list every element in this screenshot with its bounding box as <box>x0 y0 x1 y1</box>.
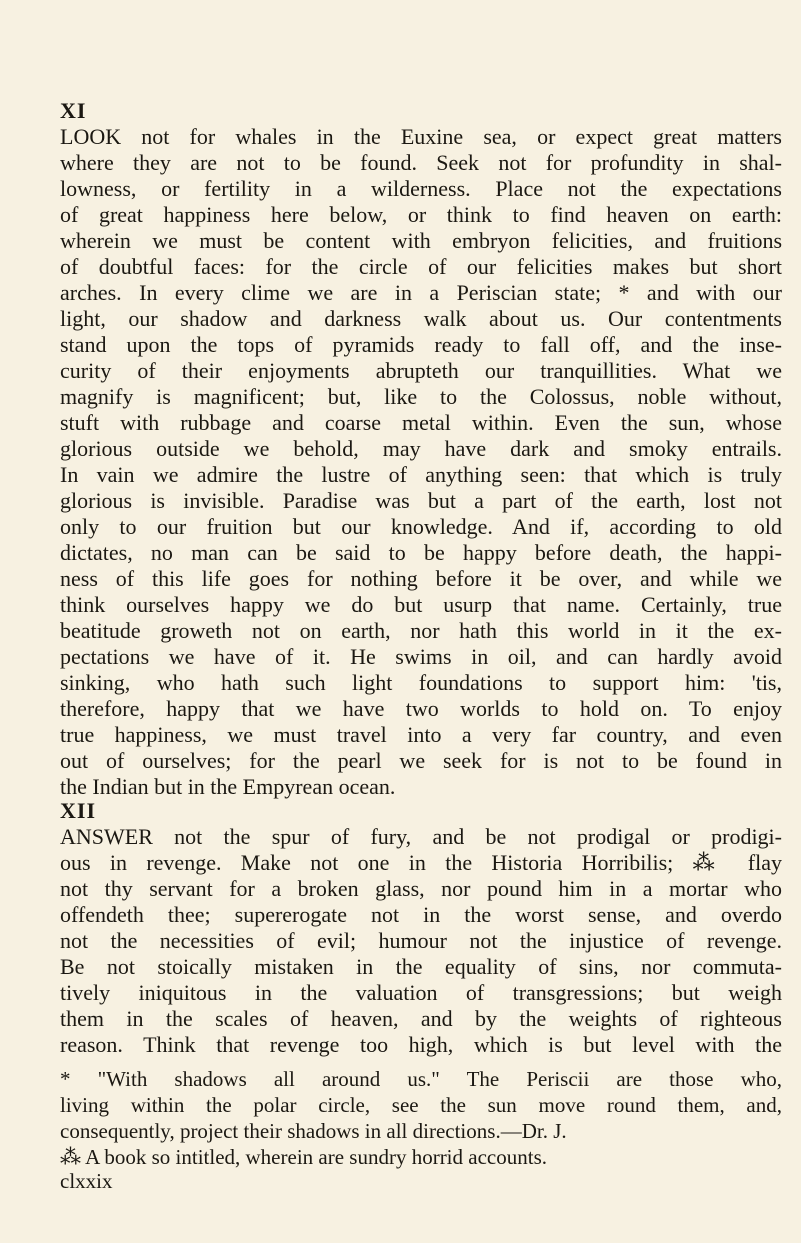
text-line: dictates, no man can be said to be happy before death, the happi- <box>60 540 782 565</box>
text-line: light, our shadow and darkness walk about us. Our contentments <box>60 306 782 331</box>
text-line: wherein we must be content with embryon felicities, and fruitions <box>60 228 782 253</box>
text-line: them in the scales of heaven, and by the weights of righteous <box>60 1006 782 1031</box>
text-line: reason. Think that revenge too high, which is but level with the <box>60 1032 782 1057</box>
text-line: stuft with rubbage and coarse metal within. Even the sun, whose <box>60 410 782 435</box>
section-heading-xii: XII <box>60 798 97 823</box>
footnote-line: ⁂ A book so intitled, wherein are sundry horrid accounts. <box>60 1145 547 1169</box>
text-line: think ourselves happy we do but usurp that name. Certainly, true <box>60 592 782 617</box>
text-line: only to our fruition but our knowledge. And if, according to old <box>60 514 782 539</box>
text-line: curity of their enjoyments abrupteth our tranquillities. What we <box>60 358 782 383</box>
text-line: ous in revenge. Make not one in the Historia Horribilis; ⁂ flay <box>60 850 782 875</box>
page-number: clxxix <box>60 1169 113 1193</box>
text-line: arches. In every clime we are in a Periscian state; * and with our <box>60 280 782 305</box>
text-line: stand upon the tops of pyramids ready to fall off, and the inse- <box>60 332 782 357</box>
text-line: In vain we admire the lustre of anything seen: that which is truly <box>60 462 782 487</box>
text-line: offendeth thee; supererogate not in the worst sense, and overdo <box>60 902 782 927</box>
footnote-line: living within the polar circle, see the sun move round them, and, <box>60 1093 782 1117</box>
text-line: of doubtful faces: for the circle of our felicities makes but short <box>60 254 782 279</box>
text-line: sinking, who hath such light foundations to support him: 'tis, <box>60 670 782 695</box>
text-line: glorious outside we behold, may have dark and smoky entrails. <box>60 436 782 461</box>
text-line: ness of this life goes for nothing before it be over, and while we <box>60 566 782 591</box>
text-line: ANSWER not the spur of fury, and be not prodigal or prodigi- <box>60 824 782 849</box>
section-heading-xi: XI <box>60 98 87 123</box>
text-line: pectations we have of it. He swims in oil, and can hardly avoid <box>60 644 782 669</box>
text-line: LOOK not for whales in the Euxine sea, or expect great matters <box>60 124 782 149</box>
text-line: glorious is invisible. Paradise was but a part of the earth, lost not <box>60 488 782 513</box>
text-line: out of ourselves; for the pearl we seek for is not to be found in <box>60 748 782 773</box>
footnote-line: consequently, project their shadows in all directions.—Dr. J. <box>60 1119 567 1143</box>
text-line: lowness, or fertility in a wilderness. Place not the expectations <box>60 176 782 201</box>
text-line: therefore, happy that we have two worlds to hold on. To enjoy <box>60 696 782 721</box>
text-line: the Indian but in the Empyrean ocean. <box>60 774 396 799</box>
text-line: where they are not to be found. Seek not for profundity in shal- <box>60 150 782 175</box>
text-line: of great happiness here below, or think to find heaven on earth: <box>60 202 782 227</box>
text-line: not the necessities of evil; humour not the injustice of revenge. <box>60 928 782 953</box>
text-line: beatitude groweth not on earth, nor hath this world in it the ex- <box>60 618 782 643</box>
footnote-line: * "With shadows all around us." The Periscii are those who, <box>60 1067 782 1091</box>
text-line: not thy servant for a broken glass, nor pound him in a mortar who <box>60 876 782 901</box>
text-line: Be not stoically mistaken in the equality of sins, nor commuta- <box>60 954 782 979</box>
text-line: tively iniquitous in the valuation of transgressions; but weigh <box>60 980 782 1005</box>
text-line: true happiness, we must travel into a very far country, and even <box>60 722 782 747</box>
text-line: magnify is magnificent; but, like to the Colossus, noble without, <box>60 384 782 409</box>
